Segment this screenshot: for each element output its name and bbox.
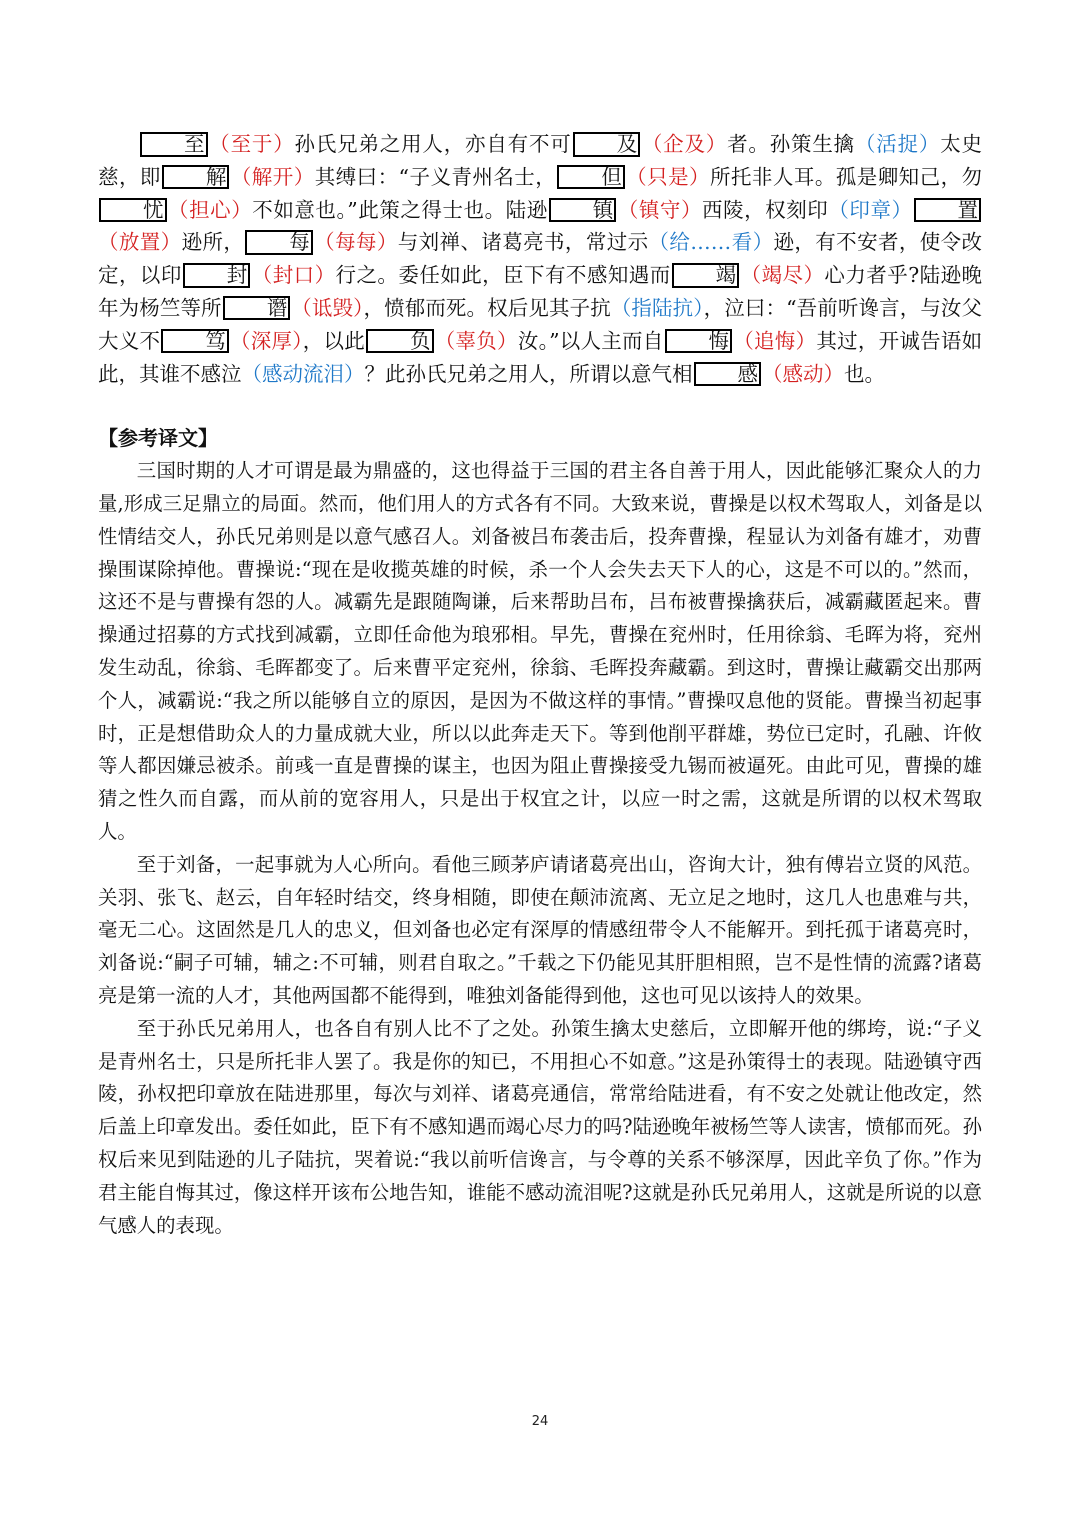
text-run: 行之。委任如此，臣下有不感知遇而: [335, 263, 671, 288]
blue-gloss: （活捉）: [854, 132, 941, 156]
text-run: 与刘禅、诸葛亮书，常过示: [397, 230, 649, 255]
red-gloss: （每每）: [313, 230, 398, 255]
red-gloss: （竭尽）: [740, 263, 825, 288]
translation-paragraph-3: 至于孙氏兄弟用人，也各自有别人比不了之处。孙策生擒太史慈后，立即解开他的绑垮，说:“子义是青州名士，只是所托非人罢了。我是你的知已，不用担心不如意。”这是孙策得士的表现。陆逊镇守西陵，孙权把印章放在陆进那里，每次与刘祥、诸葛亮通信，常常给陆进看，有不安之处就让他改定，然后盖上印章发出。委任如此，臣下有不感知遇而竭心尽力的吗?陆逊晚年被杨竺等人读害，愤郁而死。孙权后来见到陆逊的儿子陆抗，哭着说:“我以前听信谗言，与令尊的关系不够深厚，因此辛负了你。”作为君主能自悔其过，像这样开该布公地告知，谁能不感动流泪呢?这就是孙氏兄弟用人，这就是所说的以意气感人的表现。: [98, 1016, 982, 1237]
red-gloss: （解开）: [230, 164, 315, 189]
boxed-character: 竭: [672, 263, 740, 288]
red-gloss: （感动）: [762, 361, 844, 386]
text-run: ，泣曰：“吾前听谗言，与汝父大义不: [98, 295, 983, 353]
boxed-character: 置: [914, 198, 982, 223]
text-run: 其缚曰：“子义青州名士，: [314, 164, 557, 189]
text-run: 者。孙策生擒: [727, 132, 855, 156]
boxed-character: 但: [557, 165, 625, 190]
text-run: 太史慈，即: [98, 132, 983, 189]
text-run: 其过，开诚告语如此，其谁不感泣: [98, 328, 983, 386]
boxed-character: 解: [162, 165, 230, 190]
classical-text-paragraph: [98, 128, 982, 390]
red-gloss: （封口）: [251, 263, 336, 288]
blue-gloss: （印章）: [828, 197, 913, 222]
text-run: ，愤郁而死。权后见其子抗: [363, 295, 611, 320]
translation-heading: 【参考译文】: [98, 426, 218, 451]
blue-gloss: （给……看）: [648, 230, 774, 255]
red-gloss: （辜负）: [434, 328, 518, 353]
red-gloss: （深厚）: [229, 328, 303, 353]
text-run: 汝。”以人主而自: [517, 328, 664, 353]
text-run: ？此孙氏兄弟之用人，所谓以意气相: [364, 361, 693, 386]
boxed-character: 封: [183, 263, 251, 288]
text-run: 也。: [844, 361, 885, 386]
text-run: 心力者乎?陆逊晚年为杨竺等所: [98, 263, 983, 320]
translation-body: [98, 455, 982, 1242]
text-run: 西陵，权刻印: [702, 197, 829, 222]
boxed-character: 感: [694, 362, 762, 387]
red-gloss: （镇守）: [617, 197, 703, 222]
boxed-character: 至: [140, 132, 208, 157]
text-run: 逊所，: [181, 230, 245, 255]
red-gloss: （担心）: [167, 197, 253, 222]
boxed-character: 笃: [161, 329, 229, 354]
page-number: 24: [531, 1414, 549, 1429]
blue-gloss: （指陆抗）: [610, 295, 704, 320]
text-run: ，以此: [302, 328, 366, 353]
page-content: [98, 128, 982, 1242]
boxed-character: 悔: [665, 329, 733, 354]
boxed-character: 忧: [99, 198, 167, 223]
red-gloss: （只是）: [625, 164, 711, 189]
red-gloss: （诋毁）: [291, 295, 364, 320]
text-run: 孙氏兄弟之用人，亦自有不可: [294, 132, 572, 156]
boxed-character: 镇: [549, 198, 617, 223]
translation-paragraph-2: 至于刘备，一起事就为人心所向。看他三顾茅庐请诸葛亮出山，咨询大计，独有傅岩立贤的风范。关羽、张飞、赵云，自年轻时结交，终身相随，即使在颠沛流离、无立足之地时，这几人也患难与共，毫无二心。这固然是几人的忠义，但刘备也必定有深厚的情感纽带令人不能解开。到托孤于诸葛亮时，刘备说:“嗣子可辅，辅之:不可辅，则君自取之。”千载之下仍能见其肝胆相照，岂不是性情的流露?诸葛亮是第一流的人才，其他两国都不能得到，唯独刘备能得到他，这也可见以该持人的效果。: [98, 852, 982, 1007]
boxed-character: 每: [245, 230, 313, 255]
red-gloss: （放置）: [98, 230, 182, 255]
red-gloss: （企及）: [641, 132, 728, 156]
boxed-character: 负: [366, 329, 434, 354]
text-run: 不如意也。”此策之得士也。陆逊: [252, 197, 548, 222]
translation-paragraph-1: 三国时期的人才可谓是最为鼎盛的，这也得益于三国的君主各自善于用人，因此能够汇聚众人的力量,形成三足鼎立的局面。然而，他们用人的方式各有不同。大致来说，曹操是以权术驾取人，刘备是以性情结交人，孙氏兄弟则是以意气感召人。刘备被吕布袭击后，投奔曹操，程显认为刘备有雄才，劝曹操围谋除掉他。曹操说:“现在是收揽英雄的时候，杀一个人会失去天下人的心，这是不可以的。”然而，这还不是与曹操有怨的人。减霸先是跟随陶谦，后来帮助吕布，吕布被曹操擒获后，减霸藏匿起来。曹操通过招募的方式找到减霸，立即任命他为琅邪相。早先，曹操在兖州时，任用徐翁、毛晖为将，兖州发生动乱，徐翁、毛晖都变了。后来曹平定兖州，徐翁、毛晖投奔藏霸。到这时，曹操让藏霸交出那两个人，减霸说:“我之所以能够自立的原因，是因为不做这样的事情。”曹操叹息他的贤能。曹操当初起事时，正是想借助众人的力量成就大业，所以以此奔走天下。等到他削平群雄，势位已定时，孔融、许攸等人都因嫌忌被杀。前彧一直是曹操的谋主，也因为阻止曹操接受九锡而被逼死。由此可见，曹操的雄猜之性久而自露，而从前的宽容用人，只是出于权宜之计，以应一时之需，这就是所谓的以权术驾取人。: [98, 459, 982, 843]
blue-gloss: （感动流泪）: [241, 361, 365, 386]
text-run: 逊，有不安者，使令改定，以印: [98, 230, 983, 288]
red-gloss: （至于）: [208, 132, 295, 156]
red-gloss: （追悔）: [733, 328, 817, 353]
boxed-character: 谮: [223, 296, 291, 321]
text-run: 所托非人耳。孤是卿知己，勿: [710, 164, 983, 189]
boxed-character: 及: [573, 132, 641, 157]
